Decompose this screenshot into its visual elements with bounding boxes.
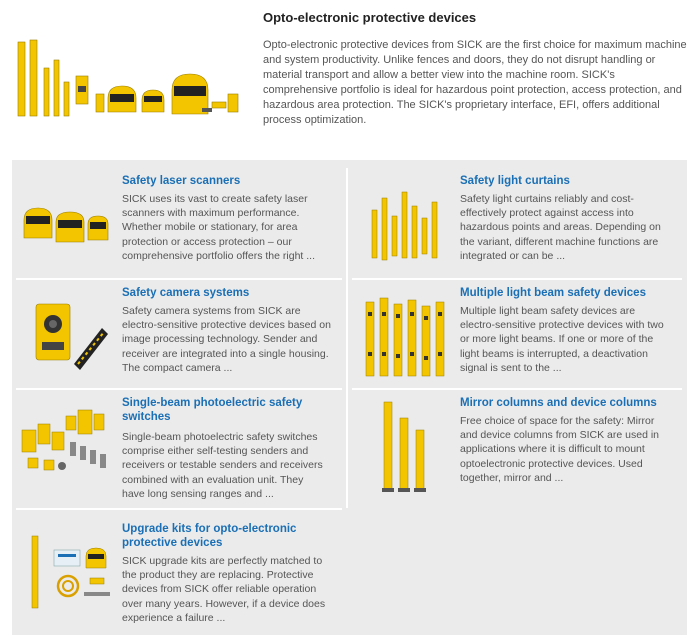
description-line: optoelectronic protective devices. Used — [460, 457, 643, 470]
row-divider — [352, 388, 682, 390]
description-line: the variant, different machine functions are — [460, 235, 659, 248]
description-line: have long sensing ranges and ... — [122, 487, 274, 500]
description-line: SICK uses its vast to create safety laser — [122, 193, 308, 205]
product-title[interactable]: Upgrade kits for opto-electronic — [122, 523, 297, 535]
description-line: and device columns from SICK are used in — [460, 429, 660, 442]
description-line: SICK upgrade kits are perfectly matched to — [122, 555, 323, 567]
product-title[interactable]: Safety light curtains — [460, 175, 570, 187]
product-title[interactable]: switches — [122, 411, 171, 423]
description-line: over many years. However, if a device does — [122, 597, 326, 610]
product-title-link[interactable] — [460, 286, 685, 300]
description-line: together, mirror and ... — [460, 471, 564, 484]
product-description — [460, 192, 685, 263]
product-title[interactable]: Safety camera systems — [122, 287, 250, 299]
intro-line: material transport and allow a better view into the machine room. SICK's — [263, 69, 615, 81]
intro-line: hazardous area protection. The SICK's proprietary interface, EFI, offers additional — [263, 99, 660, 111]
description-line: light beams is interrupted, a deactivation — [460, 347, 648, 360]
product-description — [122, 430, 347, 501]
product-title[interactable]: Safety laser scanners — [122, 175, 241, 187]
product-title-link[interactable] — [460, 174, 680, 188]
hero-section — [0, 0, 700, 150]
product-title-link[interactable] — [122, 522, 347, 550]
description-line: Free choice of space for the safety: Mirror — [460, 415, 655, 427]
product-title[interactable]: Single-beam photoelectric safety — [122, 397, 303, 409]
product-title-link[interactable] — [122, 286, 342, 300]
product-title-link[interactable] — [122, 396, 347, 424]
row-divider — [16, 508, 342, 510]
product-description — [460, 304, 685, 375]
description-line: The compact camera ... — [122, 361, 233, 374]
intro-line: Opto-electronic protective devices from SICK are the first choice for maximum machine — [263, 39, 687, 51]
safety-camera-image — [30, 294, 110, 370]
description-line: receivers or testable senders and receivers — [122, 459, 323, 472]
row-divider — [16, 278, 342, 280]
product-title[interactable]: Mirror columns and device columns — [460, 397, 657, 409]
laser-scanner-image — [20, 198, 110, 248]
description-line: Safety light curtains reliably and cost- — [460, 193, 634, 205]
row-divider — [16, 388, 342, 390]
intro-text — [263, 38, 693, 128]
description-line: scanners with maximum performance. — [122, 207, 300, 220]
light-curtain-image — [366, 188, 446, 264]
description-line: image processing technology. Sender and — [122, 333, 318, 346]
description-line: Safety camera systems from SICK are — [122, 305, 301, 317]
description-line: applications where it is difficult to mount — [460, 443, 645, 456]
multi-beam-image — [362, 292, 452, 382]
description-line: receiver are integrated into a single housing. — [122, 347, 329, 360]
description-line: or more light beams. If one or more of the — [460, 333, 654, 346]
product-description — [122, 554, 347, 625]
product-description — [460, 414, 685, 485]
product-title[interactable]: Multiple light beam safety devices — [460, 287, 646, 299]
product-description — [122, 304, 347, 375]
description-line: devices from SICK offer reliable operation — [122, 583, 317, 596]
row-divider — [352, 278, 682, 280]
description-line: electro-sensitive protective devices based on — [122, 319, 331, 332]
mirror-column-image — [374, 398, 434, 494]
description-line: combined with an evaluation unit. They — [122, 473, 304, 486]
intro-line: comprehensive portfolio is ideal for hazardous point protection, access protection, and — [263, 84, 682, 96]
product-title[interactable]: protective devices — [122, 537, 223, 549]
description-line: Whether mobile or stationary, for area — [122, 221, 298, 234]
intro-line: and system productivity. Unlike fences and doors, they do not disrupt handling or — [263, 54, 656, 66]
description-line: the product they are replacing. Protective — [122, 569, 314, 582]
description-line: experience a failure ... — [122, 611, 226, 624]
product-title-link[interactable] — [122, 174, 342, 188]
single-beam-image — [20, 408, 116, 478]
product-description — [122, 192, 347, 263]
description-line: Multiple light beam safety devices are — [460, 305, 636, 317]
description-line: comprise either self-testing senders and — [122, 445, 309, 458]
description-line: hazardous points and areas. Depending on — [460, 221, 661, 234]
description-line: effectively protect against access into — [460, 207, 634, 220]
description-line: signal is sent to the ... — [460, 361, 562, 374]
description-line: integrated or can be ... — [460, 249, 566, 262]
description-line: comprehensive portfolio offers the right ... — [122, 249, 315, 262]
product-family-image — [10, 38, 245, 118]
upgrade-kit-image — [28, 530, 118, 614]
description-line: Single-beam photoelectric safety switches — [122, 431, 318, 443]
intro-line: process optimization. — [263, 114, 367, 126]
description-line: protection or access protection – our — [122, 235, 292, 248]
page-title: Opto-electronic protective devices — [263, 10, 477, 25]
description-line: electro-sensitive protective devices with two — [460, 319, 664, 332]
product-title-link[interactable] — [460, 396, 685, 410]
